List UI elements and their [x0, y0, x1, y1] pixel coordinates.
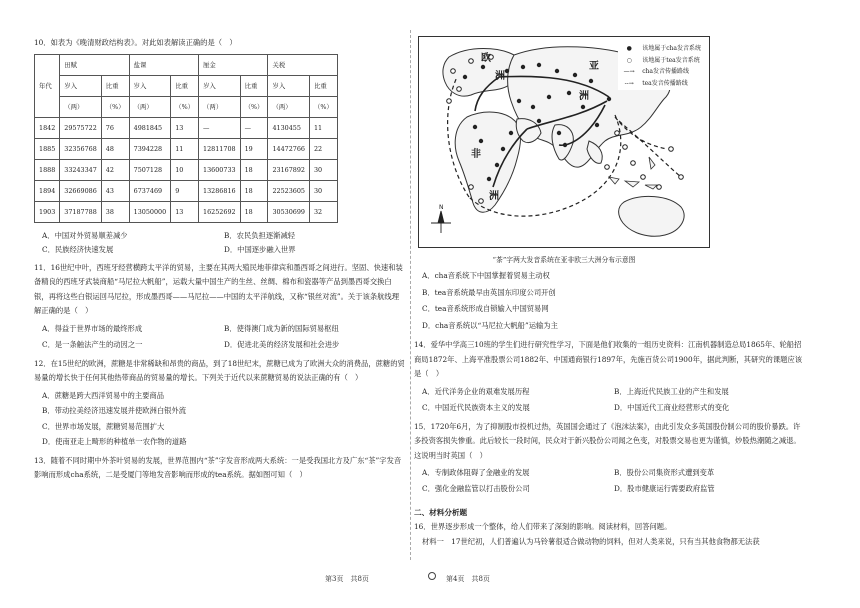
table-cell: 12811708: [199, 138, 241, 159]
unit-cell: （%）: [171, 96, 199, 117]
table-cell: 1888: [35, 159, 60, 180]
unit-cell: （两）: [199, 96, 241, 117]
finance-table: [34, 54, 338, 223]
column-divider: [410, 30, 411, 560]
unit-cell: 岁入: [268, 75, 310, 96]
solid-arrow-icon: —→: [623, 68, 635, 75]
option-a[interactable]: A．近代洋务企业的艰难发展历程: [422, 386, 530, 396]
table-unit-row: [35, 75, 338, 96]
table-cell: 11: [171, 138, 199, 159]
option-b[interactable]: B．农民负担逐渐减轻: [224, 230, 296, 240]
continent-label-africa-1: 非: [471, 149, 481, 160]
continent-label-africa-2: 洲: [489, 191, 499, 202]
option-c[interactable]: C．世界市场发展，蔗糖贸易范围扩大: [42, 421, 165, 431]
table-cell: 29575722: [60, 117, 102, 138]
table-cell: 16252692: [199, 201, 241, 222]
table-cell: 30530699: [268, 201, 310, 222]
table-cell: 32669086: [60, 180, 102, 201]
unit-cell: 岁入: [60, 75, 102, 96]
table-cell: 19: [240, 138, 268, 159]
table-cell: 13600733: [199, 159, 241, 180]
table-cell: 76: [101, 117, 129, 138]
table-cell: 14472766: [268, 138, 310, 159]
table-cell: 18: [240, 180, 268, 201]
option-c[interactable]: C．是一条触法产生的动因之一: [42, 339, 143, 349]
unit-cell: 比重: [240, 75, 268, 96]
binding-circle-icon: [428, 572, 436, 580]
header-year: 年代: [35, 54, 60, 117]
option-d[interactable]: D．促进北美的经济发展和社会进步: [224, 339, 340, 349]
table-cell: 4130455: [268, 117, 310, 138]
unit-cell: （%）: [240, 96, 268, 117]
option-d[interactable]: D．使南亚走上畸形的种植单一农作物的道路: [42, 437, 187, 446]
option-b[interactable]: B．带动拉美经济迅速发展并使欧洲白银外流: [42, 406, 187, 415]
table-cell: 42: [101, 159, 129, 180]
table-cell: 7507128: [129, 159, 171, 180]
q10-options: [42, 229, 406, 257]
unit-cell: （两）: [129, 96, 171, 117]
q10-stem: 10．如表为《晚清财政结构表》。对此如表解读正确的是（ ）: [34, 38, 237, 47]
option-a[interactable]: A．中国对外贸易顺差减少: [42, 230, 128, 240]
option-b[interactable]: B．上海近代民族工业的产生和发展: [614, 386, 729, 396]
legend-item-tea-point: ○ 该地属于tea发音系统: [620, 55, 701, 67]
header-group: 盐课: [129, 54, 198, 75]
unit-cell: 比重: [101, 75, 129, 96]
table-cell: 32: [309, 201, 337, 222]
option-b[interactable]: B．tea音系统最早由英国东印度公司开创: [422, 287, 556, 297]
option-a[interactable]: A．专制政体阻碍了金融业的发展: [422, 468, 530, 477]
table-cell: 13: [171, 201, 199, 222]
option-d[interactable]: D．股市健康运行需要政府监管: [614, 484, 715, 493]
unit-cell: （两）: [268, 96, 310, 117]
q14-options: [422, 384, 806, 416]
footer-page-left: 第3页 共8页: [325, 575, 369, 583]
q13-stem: 13．随着不同时期中外茶叶贸易的发展，世界范围内“茶”字发音形成两大系统：一是受我国北方及广东“茶”字发音影响而形成cha系统，二是受厦门等地发音影响而形成的tea系统。据如图可知（ ）: [34, 455, 402, 479]
section-title: 二、材料分析题: [414, 508, 468, 517]
dashed-arrow-icon: --→: [624, 79, 634, 87]
table-cell: 13286816: [199, 180, 241, 201]
q11-stem: 11．16世纪中叶，西班牙经营横跨太平洋的贸易，主要在其两大殖民地菲律宾和墨西哥之间进行。坚固、快速和装备精良的西班牙武装商船“马尼拉大帆船”，运载大量中国生产的生丝、丝绸、棉布和瓷器等产品到墨西哥交换白银，再将这些白银运回马尼拉，形成墨西哥——马尼拉——中国的太平洋航线，又称“银丝对流”。关于该条航线理解正确的是（ ）: [34, 262, 403, 315]
table-header-row: [35, 54, 338, 75]
unit-cell: 比重: [309, 75, 337, 96]
africa-landmass: [455, 112, 520, 212]
right-column: [414, 36, 806, 549]
table-cell: 10: [171, 159, 199, 180]
table-cell: 6737469: [129, 180, 171, 201]
table-cell: —: [240, 117, 268, 138]
table-cell: 38: [101, 201, 129, 222]
legend-item-cha-point: ● 该地属于cha发音系统: [620, 43, 701, 55]
option-a[interactable]: A．蔗糖是跨大西洋贸易中的主要商品: [42, 390, 165, 400]
option-b[interactable]: B．使得澳门成为新的国际贸易枢纽: [224, 323, 339, 333]
continent-label-europe-2: 洲: [495, 71, 505, 82]
q16-stem: 16．世界逐步形成一个整体，给人们带来了深刻的影响。阅读材料，回答问题。: [414, 522, 672, 531]
table-cell: —: [199, 117, 241, 138]
header-group: 厘金: [199, 54, 268, 75]
q12-options: [42, 388, 406, 450]
table-row: [35, 180, 338, 201]
q11-options: [42, 321, 406, 353]
table-cell: 32356768: [60, 138, 102, 159]
option-c[interactable]: C．tea音系统形成自锁输入中国贸易网: [422, 304, 549, 313]
table-cell: 33243347: [60, 159, 102, 180]
option-d[interactable]: D．中国近代工商业经营形式的变化: [614, 402, 730, 412]
table-row: [35, 138, 338, 159]
table-cell: 9: [171, 180, 199, 201]
table-cell: 48: [101, 138, 129, 159]
filled-dot-icon: ●: [626, 45, 632, 52]
table-cell: 11: [309, 117, 337, 138]
unit-cell: （两）: [60, 96, 102, 117]
q15-options: [422, 465, 806, 497]
option-d[interactable]: D．cha音系统以“马尼拉大帆船”运输为主: [422, 320, 558, 330]
table-cell: 30: [309, 180, 337, 201]
table-row: [35, 201, 338, 222]
option-a[interactable]: A．得益于世界市场的最终形成: [42, 323, 143, 333]
compass-rose: [431, 211, 451, 233]
table-cell: 4981845: [129, 117, 171, 138]
option-c[interactable]: C．中国近代民族资本主义的发展: [422, 402, 530, 412]
table-cell: 30: [309, 159, 337, 180]
option-c[interactable]: C．民族经济快速发展: [42, 244, 114, 254]
unit-cell: 岁入: [129, 75, 171, 96]
australia-landmass: [619, 196, 685, 236]
q12-stem: 12．在15世纪的欧洲，蔗糖是非常稀缺和昂贵的商品，到了18世纪末，蔗糖已成为了欧洲大众的消费品，蔗糖的贸易量的增长快于任何其他热带商品的贸易量的增长。下列关于近代以来蔗糖贸易的说法正确的有（ ）: [34, 358, 405, 382]
table-cell: 1894: [35, 180, 60, 201]
table-cell: 37187788: [60, 201, 102, 222]
header-group: 田赋: [60, 54, 129, 75]
table-row: [35, 159, 338, 180]
table-cell: 1903: [35, 201, 60, 222]
q13-options: [422, 268, 806, 334]
tea-distribution-map: [418, 36, 710, 248]
q14-stem: 14．爱华中学高三10班的学生们进行研究性学习，下面是他们收集的一组历史资料：江南机器制造总局1865年、轮船招商局1872年、上海平准股票公司1882年、中国通商银行1897年，先施百货公司1900年，据此判断，其研究的课题应该是（ ）: [414, 340, 803, 378]
left-column: [34, 36, 406, 483]
unit-cell: （%）: [101, 96, 129, 117]
map-caption: “茶”字两大发音系统在亚非欧三大洲分布示意图: [492, 256, 636, 264]
map-legend: [618, 42, 703, 90]
open-dot-icon: ○: [626, 56, 632, 64]
option-d[interactable]: D．中国逐步融入世界: [224, 244, 296, 254]
compass-north: N: [439, 204, 444, 211]
table-cell: 7394228: [129, 138, 171, 159]
continent-label-europe-1: 欧: [481, 53, 491, 64]
table-row: [35, 117, 338, 138]
unit-cell: 岁入: [199, 75, 241, 96]
table-cell: 18: [240, 201, 268, 222]
unit-cell: 比重: [171, 75, 199, 96]
legend-item-cha-route: —→ cha发音传播路线: [620, 66, 701, 78]
legend-item-tea-route: --→ tea发音传播路线: [620, 78, 701, 90]
table-unit-row: [35, 96, 338, 117]
option-a[interactable]: A．cha音系统下中国掌握着贸易主动权: [422, 271, 550, 280]
table-cell: 23167892: [268, 159, 310, 180]
table-cell: 13: [171, 117, 199, 138]
continent-label-asia-2: 洲: [579, 91, 589, 102]
table-cell: 22523605: [268, 180, 310, 201]
q15-stem: 15．1720年6月，为了抑制股市投机过热，英国国会通过了《泡沫法案》，由此引发众多英国股份制公司的股价暴跌。许多投资客损失惨重。此后较长一段时间，民众对于新兴股份公司闻之色变，对股票交易也更为谨慎，炒股热潮随之减退。这说明当时英国（ ）: [414, 421, 801, 460]
unit-cell: （%）: [309, 96, 337, 117]
table-cell: 18: [240, 159, 268, 180]
table-cell: 1885: [35, 138, 60, 159]
table-cell: 13050000: [129, 201, 171, 222]
table-cell: 43: [101, 180, 129, 201]
continent-label-asia-1: 亚: [589, 61, 599, 72]
footer-page-right: 第4页 共8页: [446, 575, 490, 583]
table-cell: 1842: [35, 117, 60, 138]
q16-material: 材料一 17世纪初，人们普遍认为马铃薯很适合做动物的饲料，但对人类来说，只有当其他食物都无法获: [422, 536, 760, 546]
header-group: 关税: [268, 54, 337, 75]
table-cell: 22: [309, 138, 337, 159]
option-c[interactable]: C．强化金融监管以打击股份公司: [422, 484, 530, 493]
option-b[interactable]: B．股份公司集资形式遭到变革: [614, 468, 715, 477]
